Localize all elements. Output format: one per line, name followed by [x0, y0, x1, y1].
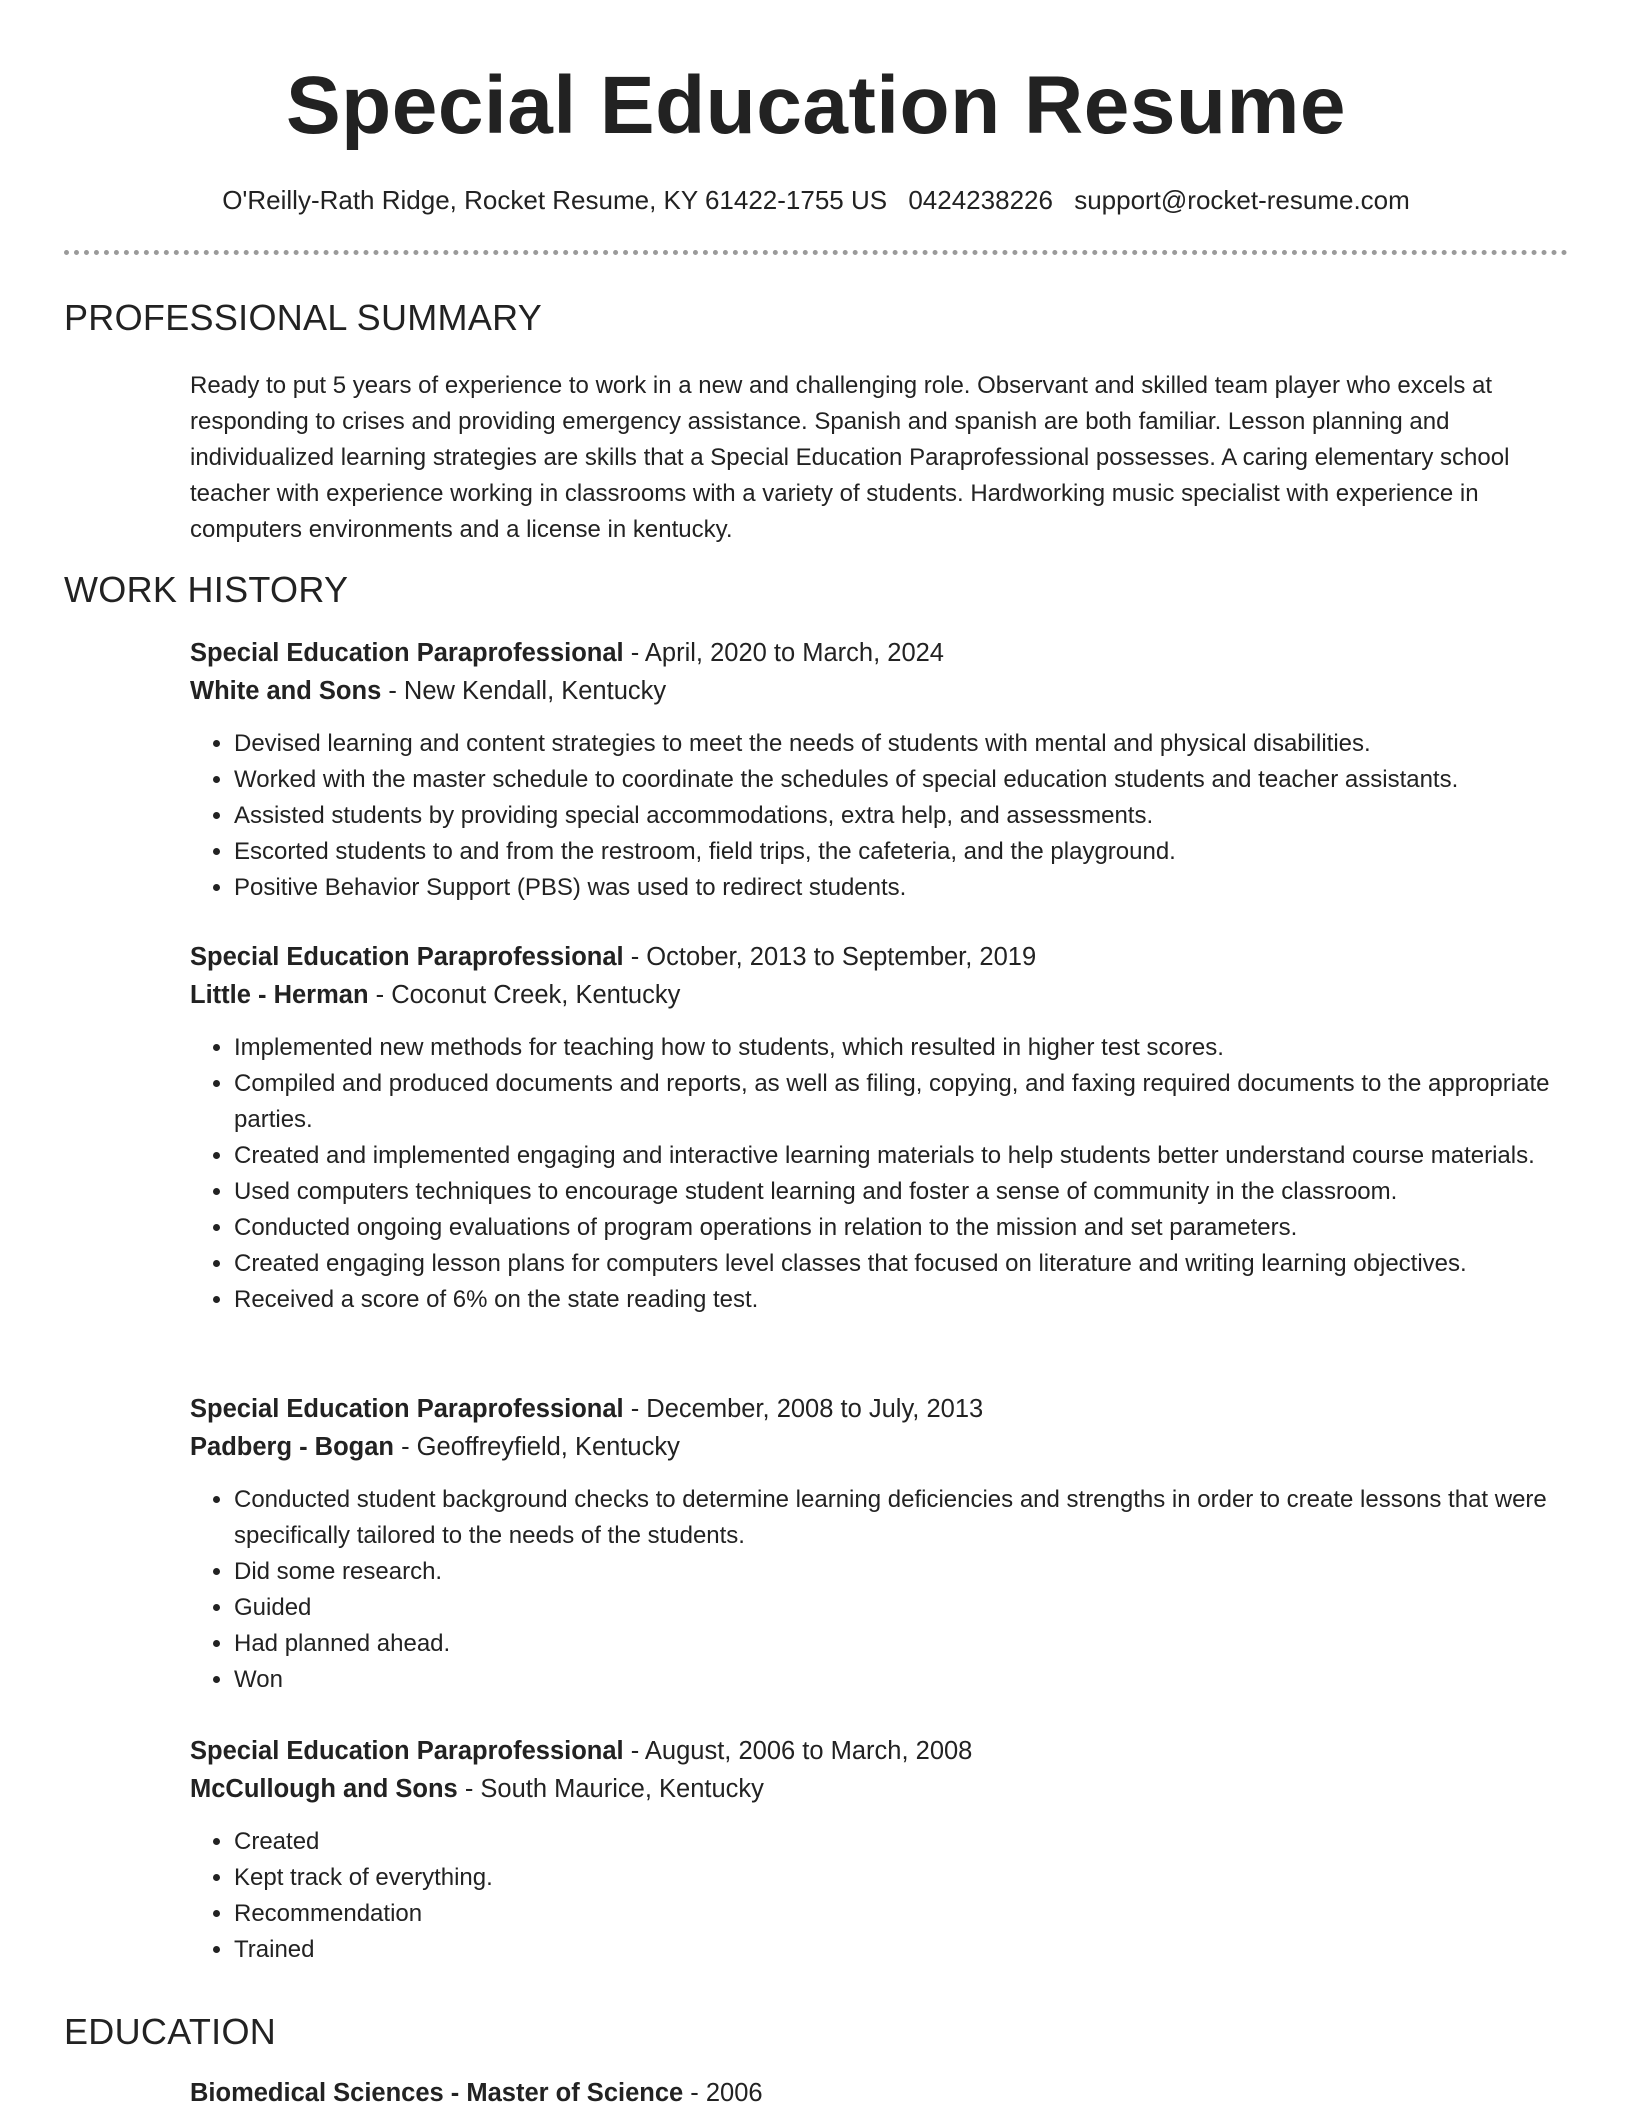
job-dates: - August, 2006 to March, 2008: [623, 1737, 973, 1765]
job-company-line: [190, 1430, 1570, 1464]
job-entry: [190, 940, 1570, 1318]
company-name: McCullough and Sons: [190, 1775, 458, 1803]
list-item: • Conducted ongoing evaluations of program operations in relation to the mission and set parameters.: [234, 1210, 1570, 1246]
list-item: • Used computers techniques to encourage student learning and foster a sense of community in the classroom.: [234, 1174, 1570, 1210]
list-item: • Kept track of everything.: [234, 1860, 1570, 1896]
list-item: • Assisted students by providing special accommodations, extra help, and assessments.: [234, 798, 1570, 834]
degree-name: Biomedical Sciences - Master of Science: [190, 2079, 684, 2107]
job-dates: - December, 2008 to July, 2013: [623, 1395, 984, 1423]
job-title-line: [190, 940, 1570, 974]
job-title-line: [190, 1392, 1570, 1426]
work-history-heading: WORK HISTORY: [64, 569, 349, 610]
job-title-line: [190, 636, 1570, 670]
job-title: Special Education Paraprofessional: [190, 943, 624, 971]
job-bullets: [190, 1030, 1570, 1318]
list-item: • Compiled and produced documents and reports, as well as filing, copying, and faxing required documents to the appropriate parties.: [234, 1066, 1570, 1138]
list-item: • Created and implemented engaging and interactive learning materials to help students better understand course materials.: [234, 1138, 1570, 1174]
job-entry: [190, 1734, 1570, 1968]
list-item: • Created engaging lesson plans for computers level classes that focused on literature and writing learning objectives.: [234, 1246, 1570, 1282]
list-item: • Devised learning and content strategies to meet the needs of students with mental and physical disabilities.: [234, 726, 1570, 762]
job-bullets: [190, 1824, 1570, 1968]
contact-line: [0, 182, 1632, 218]
list-item: • Received a score of 6% on the state reading test.: [234, 1282, 1570, 1318]
phone-text: 0424238226: [908, 185, 1053, 215]
job-entry: [190, 1392, 1570, 1698]
list-item: • Did some research.: [234, 1554, 1570, 1590]
company-location: - Geoffreyfield, Kentucky: [394, 1433, 680, 1461]
list-item: • Conducted student background checks to determine learning deficiencies and strengths in order to create lessons that were specifically tailored to the needs of the students.: [234, 1482, 1570, 1554]
job-bullets: [190, 1482, 1570, 1698]
job-dates: - April, 2020 to March, 2024: [623, 639, 944, 667]
summary-text: Ready to put 5 years of experience to work in a new and challenging role. Observant and skilled team player who excels at responding to crises and providing emergency assistance. Spanish and spanish are both familiar. Lesson planning and individualized learning strategies are skills that a Special Education Paraprofessional possesses. A caring elementary school teacher with experience working in classrooms with a variety of students. Hardworking music specialist with experience in computers environments and a license in kentucky.: [190, 372, 1510, 543]
company-location: - South Maurice, Kentucky: [457, 1775, 764, 1803]
degree-line: [190, 2076, 1570, 2110]
summary-heading: PROFESSIONAL SUMMARY: [64, 297, 543, 338]
job-entry: [190, 636, 1570, 906]
company-location: - New Kendall, Kentucky: [381, 677, 667, 705]
job-company-line: [190, 978, 1570, 1012]
degree-year: - 2006: [683, 2079, 763, 2107]
job-title-line: [190, 1734, 1570, 1768]
list-item: • Positive Behavior Support (PBS) was used to redirect students.: [234, 870, 1570, 906]
list-item: • Trained: [234, 1932, 1570, 1968]
job-title: Special Education Paraprofessional: [190, 1395, 624, 1423]
company-name: Padberg - Bogan: [190, 1433, 395, 1461]
education-heading: EDUCATION: [64, 2011, 277, 2052]
company-location: - Coconut Creek, Kentucky: [368, 981, 681, 1009]
job-dates: - October, 2013 to September, 2019: [623, 943, 1037, 971]
list-item: • Created: [234, 1824, 1570, 1860]
job-title: Special Education Paraprofessional: [190, 639, 624, 667]
company-name: White and Sons: [190, 677, 382, 705]
list-item: • Had planned ahead.: [234, 1626, 1570, 1662]
address-text: O'Reilly-Rath Ridge, Rocket Resume, KY 61422-1755 US: [222, 185, 888, 215]
list-item: • Guided: [234, 1590, 1570, 1626]
list-item: • Implemented new methods for teaching how to students, which resulted in higher test scores.: [234, 1030, 1570, 1066]
page-title: Special Education Resume: [285, 60, 1347, 151]
job-bullets: [190, 726, 1570, 906]
list-item: • Escorted students to and from the restroom, field trips, the cafeteria, and the playground.: [234, 834, 1570, 870]
header-divider: [64, 250, 1568, 255]
education-entry: [190, 2076, 1570, 2110]
list-item: • Worked with the master schedule to coordinate the schedules of special education students and teacher assistants.: [234, 762, 1570, 798]
job-company-line: [190, 1772, 1570, 1806]
list-item: • Recommendation: [234, 1896, 1570, 1932]
list-item: • Won: [234, 1662, 1570, 1698]
job-title: Special Education Paraprofessional: [190, 1737, 624, 1765]
job-company-line: [190, 674, 1570, 708]
email-text: support@rocket-resume.com: [1074, 185, 1410, 215]
company-name: Little - Herman: [190, 981, 369, 1009]
